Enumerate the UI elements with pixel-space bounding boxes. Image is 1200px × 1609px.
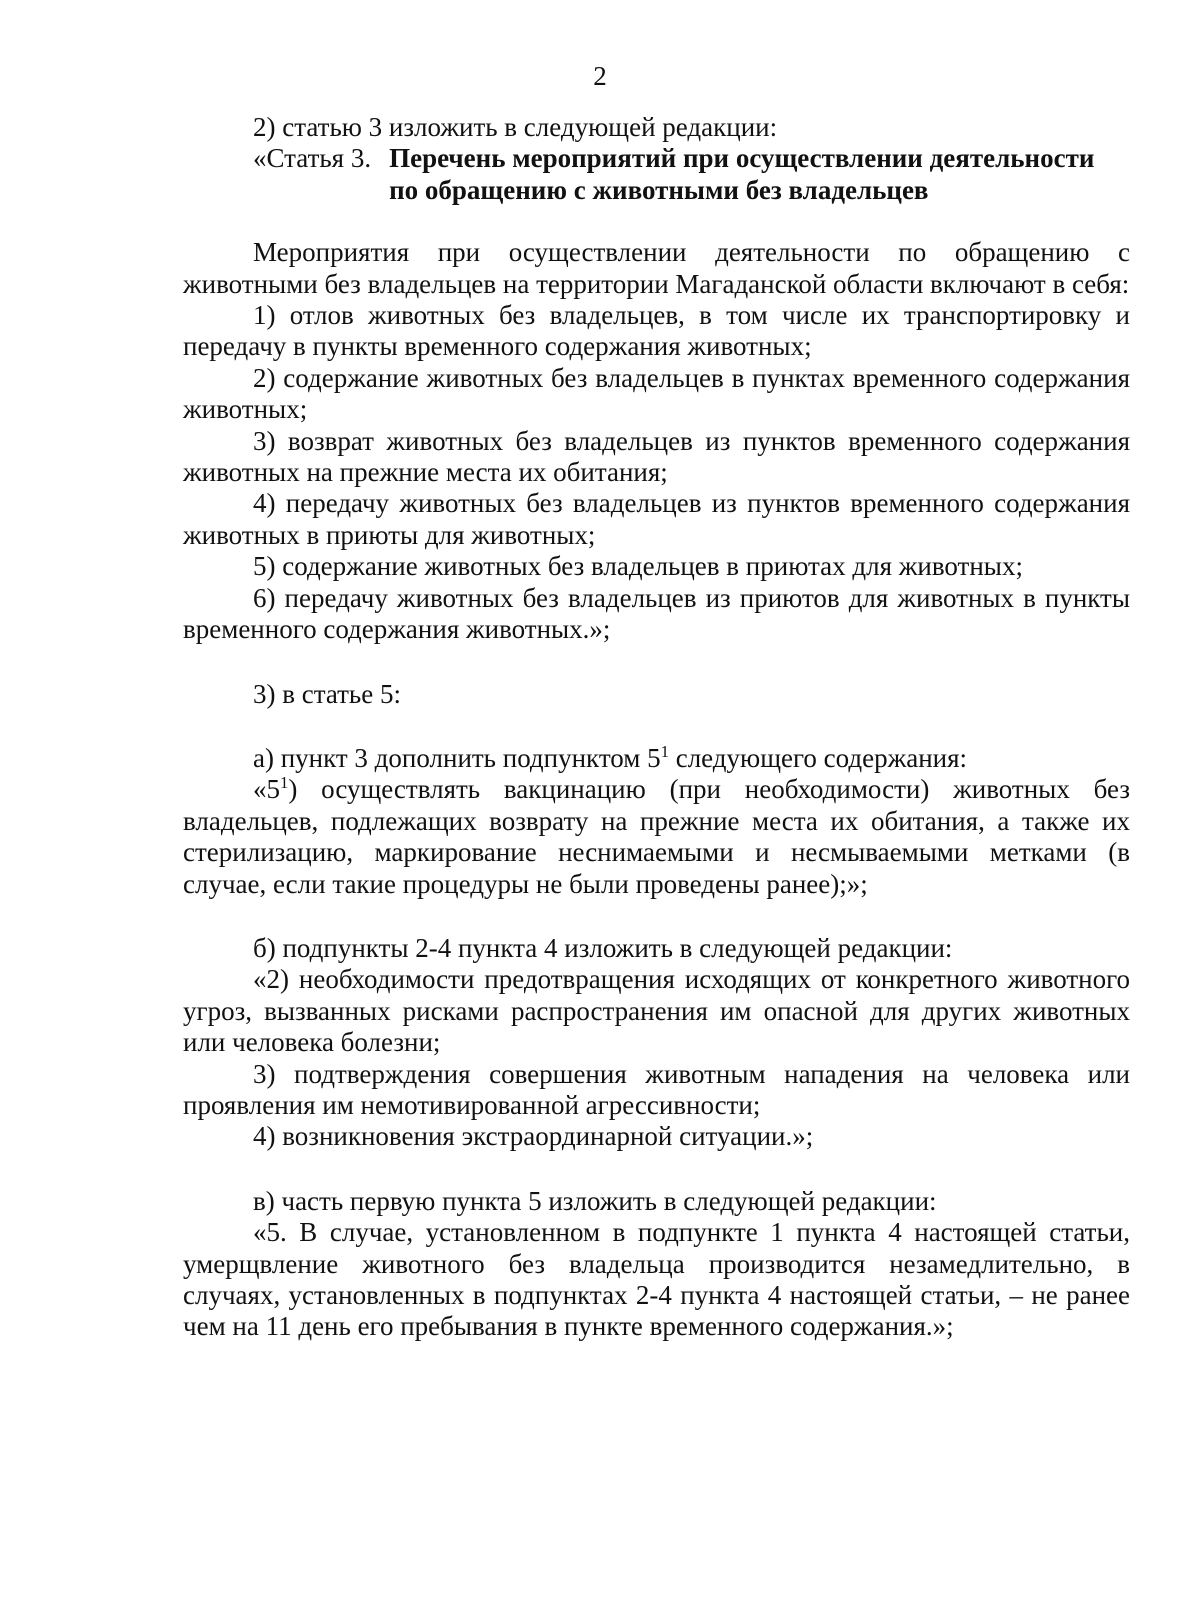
amendment-3-intro: 3) в статье 5: xyxy=(253,678,401,709)
article-3-item-3: 3) возврат животных без владельцев из пунктов временного содержания животных на прежние места их обитания; xyxy=(183,425,1130,488)
subpoint-a-intro-after: следующего содержания: xyxy=(668,742,968,773)
subpoint-a-text xyxy=(183,774,1130,900)
subpoint-b-item-3: 3) подтверждения совершения животным нападения на человека или проявления им немотивированной агрессивности; xyxy=(183,1058,1130,1120)
spacer xyxy=(183,900,1130,933)
superscript: 1 xyxy=(280,773,289,793)
spacer xyxy=(183,1153,1130,1186)
article-3-item-5: 5) содержание животных без владельцев в приютах для животных; xyxy=(253,551,1023,582)
document-body xyxy=(183,112,1130,1343)
article-3-item-1: 1) отлов животных без владельцев, в том числе их транспортировку и передачу в пункты временного содержания животных; xyxy=(183,300,1130,362)
article-3-intro: Мероприятия при осуществлении деятельности по обращению с животными без владельцев на территории Магаданской области включают в себя: xyxy=(183,237,1130,299)
subpoint-b-intro: б) подпункты 2-4 пункта 4 изложить в следующей редакции: xyxy=(253,932,953,963)
spacer xyxy=(183,710,1130,743)
article-3-item-2: 2) содержание животных без владельцев в пунктах временного содержания животных; xyxy=(183,362,1130,425)
subpoint-b-item-2: «2) необходимости предотвращения исходящих от конкретного животного угроз, вызванных рисками распространения им опасной для других животных или человека болезни; xyxy=(183,964,1130,1058)
spacer xyxy=(183,206,1130,237)
subpoint-v-intro: в) часть первую пункта 5 изложить в следующей редакции: xyxy=(253,1185,937,1216)
article-3-item-4: 4) передачу животных без владельцев из пунктов временного содержания животных в приюты для животных; xyxy=(183,488,1130,550)
subpoint-a-intro-before: а) пункт 3 дополнить подпунктом 5 xyxy=(253,742,661,773)
subpoint-b-item-4: 4) возникновения экстраординарной ситуации.»; xyxy=(253,1121,814,1152)
amendment-2-intro: 2) статью 3 изложить в следующей редакции: xyxy=(253,112,778,142)
subpoint-a-text-after: ) осуществлять вакцинацию (при необходимости) животных без владельцев, подлежащих возврату на прежние места их обитания, а также их стерилизацию, маркирование неснимаемыми и несмываемыми метками (в случае, если такие процедуры не были проведены ранее);»; xyxy=(183,774,1130,899)
article-3-heading xyxy=(183,143,1130,206)
subpoint-v-text: «5. В случае, установленном в подпункте 1 пункта 4 настоящей статьи, умерщвление животного без владельца производится незамедлительно, в случаях, установленных в подпунктах 2-4 пункта 4 настоящей статьи, – не ранее чем на 11 день его пребывания в пункте временного содержания.»; xyxy=(183,1217,1130,1342)
article-3-item-6: 6) передачу животных без владельцев из приютов для животных в пункты временного содержания животных.»; xyxy=(183,582,1130,645)
spacer xyxy=(183,646,1130,679)
superscript: 1 xyxy=(660,741,669,761)
article-3-label: «Статья 3. xyxy=(253,143,372,174)
subpoint-a-text-before: «5 xyxy=(253,774,280,805)
article-3-title: Перечень мероприятий при осуществлении деятельности по обращению с животными без владельцев xyxy=(389,143,1095,205)
subpoint-a-intro xyxy=(183,743,1130,774)
page-number: 2 xyxy=(593,61,607,91)
